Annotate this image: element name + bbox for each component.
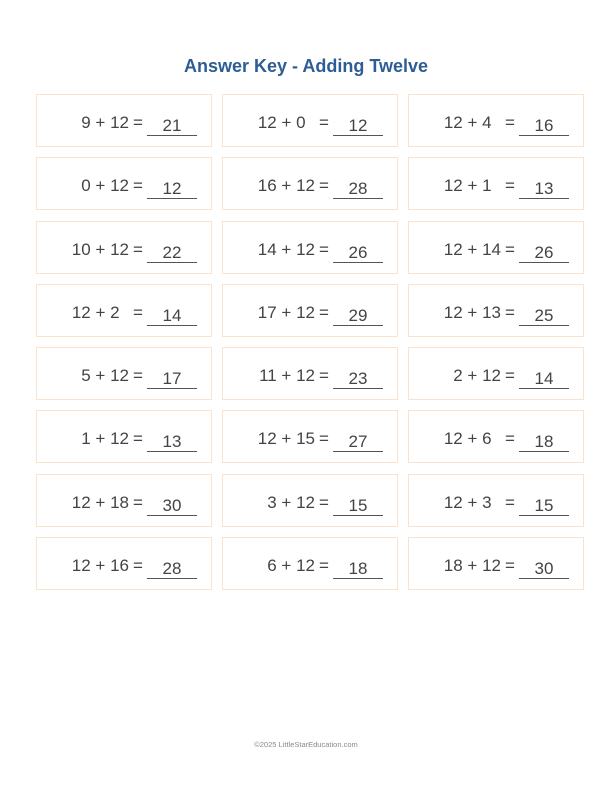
answer-value: 28 xyxy=(147,559,197,579)
answer-value: 13 xyxy=(519,179,569,199)
answer-value: 26 xyxy=(519,243,569,263)
problem-card xyxy=(36,94,212,147)
problem-card xyxy=(222,537,398,590)
problem-expression: 9 + 12 xyxy=(81,113,129,132)
problem-card xyxy=(408,347,584,400)
problem-expression: 6 + 12 xyxy=(267,556,315,576)
problem-expression: 14 + 12 xyxy=(257,239,315,259)
problem-card xyxy=(408,157,584,210)
answer-value: 16 xyxy=(519,116,569,136)
answer-value: 30 xyxy=(147,496,197,516)
problem-card xyxy=(36,157,212,210)
problem-expression: 12 + 3 xyxy=(443,492,501,512)
answer-value: 15 xyxy=(333,496,383,516)
answer-value: 18 xyxy=(333,559,383,579)
equals-sign: = xyxy=(505,366,515,386)
problem-card xyxy=(408,284,584,337)
page-title: Answer Key - Adding Twelve xyxy=(183,56,429,76)
problem-card xyxy=(36,474,212,527)
equals-sign: = xyxy=(505,239,515,259)
equals-sign: = xyxy=(319,176,329,196)
equals-sign: = xyxy=(505,302,515,322)
problem-card xyxy=(222,157,398,210)
problem-expression: 12 + 6 xyxy=(443,429,501,449)
equals-sign: = xyxy=(319,302,329,322)
equals-sign: = xyxy=(133,302,143,322)
answer-value: 26 xyxy=(333,243,383,263)
problem-expression: 3 + 12 xyxy=(267,492,315,512)
problem-card xyxy=(408,474,584,527)
equals-sign: = xyxy=(505,429,515,449)
answer-value: 21 xyxy=(147,116,197,136)
answer-value: 28 xyxy=(333,179,383,199)
equals-sign: = xyxy=(133,492,143,512)
equals-sign: = xyxy=(319,429,329,449)
equals-sign: = xyxy=(505,492,515,512)
problem-card xyxy=(222,94,398,147)
equals-sign: = xyxy=(319,239,329,259)
equals-sign: = xyxy=(319,492,329,512)
problem-card xyxy=(36,410,212,463)
problem-card xyxy=(222,410,398,463)
problem-expression: 11 + 12 xyxy=(259,366,315,386)
problem-card xyxy=(36,221,212,274)
answer-value: 25 xyxy=(519,306,569,326)
equals-sign: = xyxy=(133,429,143,449)
equals-sign: = xyxy=(319,556,329,576)
problem-expression: 12 + 0 xyxy=(257,113,315,132)
problem-card xyxy=(36,284,212,337)
problem-card xyxy=(36,347,212,400)
problem-card xyxy=(408,537,584,590)
problem-card xyxy=(222,347,398,400)
problem-expression: 12 + 14 xyxy=(443,239,501,259)
answer-value: 17 xyxy=(147,369,197,389)
equals-sign: = xyxy=(319,113,329,132)
problem-expression: 12 + 1 xyxy=(443,176,501,196)
equals-sign: = xyxy=(133,176,143,196)
answer-value: 27 xyxy=(333,432,383,452)
problem-card xyxy=(222,474,398,527)
equals-sign: = xyxy=(319,366,329,386)
problem-expression: 2 + 12 xyxy=(453,366,501,386)
problem-card xyxy=(408,221,584,274)
problem-expression: 17 + 12 xyxy=(257,302,315,322)
answer-value: 13 xyxy=(147,432,197,452)
problem-expression: 12 + 16 xyxy=(71,556,129,576)
equals-sign: = xyxy=(505,176,515,196)
problem-card xyxy=(222,221,398,274)
problem-expression: 12 + 15 xyxy=(257,429,315,449)
problem-expression: 10 + 12 xyxy=(71,239,129,259)
problem-expression: 18 + 12 xyxy=(443,556,501,576)
problem-expression: 12 + 2 xyxy=(71,302,129,322)
answer-value: 23 xyxy=(333,369,383,389)
problem-expression: 12 + 4 xyxy=(443,113,501,132)
copyright-footer: ©2025 LittleStarEducation.com xyxy=(254,740,358,749)
answer-value: 30 xyxy=(519,559,569,579)
problem-expression: 5 + 12 xyxy=(81,366,129,386)
problem-card xyxy=(408,410,584,463)
answer-value: 29 xyxy=(333,306,383,326)
answer-value: 14 xyxy=(147,306,197,326)
answer-value: 14 xyxy=(519,369,569,389)
answer-value: 15 xyxy=(519,496,569,516)
answer-value: 12 xyxy=(333,116,383,136)
problem-card xyxy=(36,537,212,590)
equals-sign: = xyxy=(133,113,143,132)
problem-expression: 12 + 13 xyxy=(443,302,501,322)
problem-expression: 12 + 18 xyxy=(71,492,129,512)
problem-expression: 1 + 12 xyxy=(81,429,129,449)
problem-expression: 0 + 12 xyxy=(81,176,129,196)
equals-sign: = xyxy=(133,239,143,259)
problem-card xyxy=(222,284,398,337)
equals-sign: = xyxy=(133,556,143,576)
equals-sign: = xyxy=(505,113,515,132)
answer-value: 12 xyxy=(147,179,197,199)
answer-value: 18 xyxy=(519,432,569,452)
answer-value: 22 xyxy=(147,243,197,263)
equals-sign: = xyxy=(133,366,143,386)
equals-sign: = xyxy=(505,556,515,576)
problem-expression: 16 + 12 xyxy=(257,176,315,196)
problem-card xyxy=(408,94,584,147)
problem-grid xyxy=(36,94,584,590)
